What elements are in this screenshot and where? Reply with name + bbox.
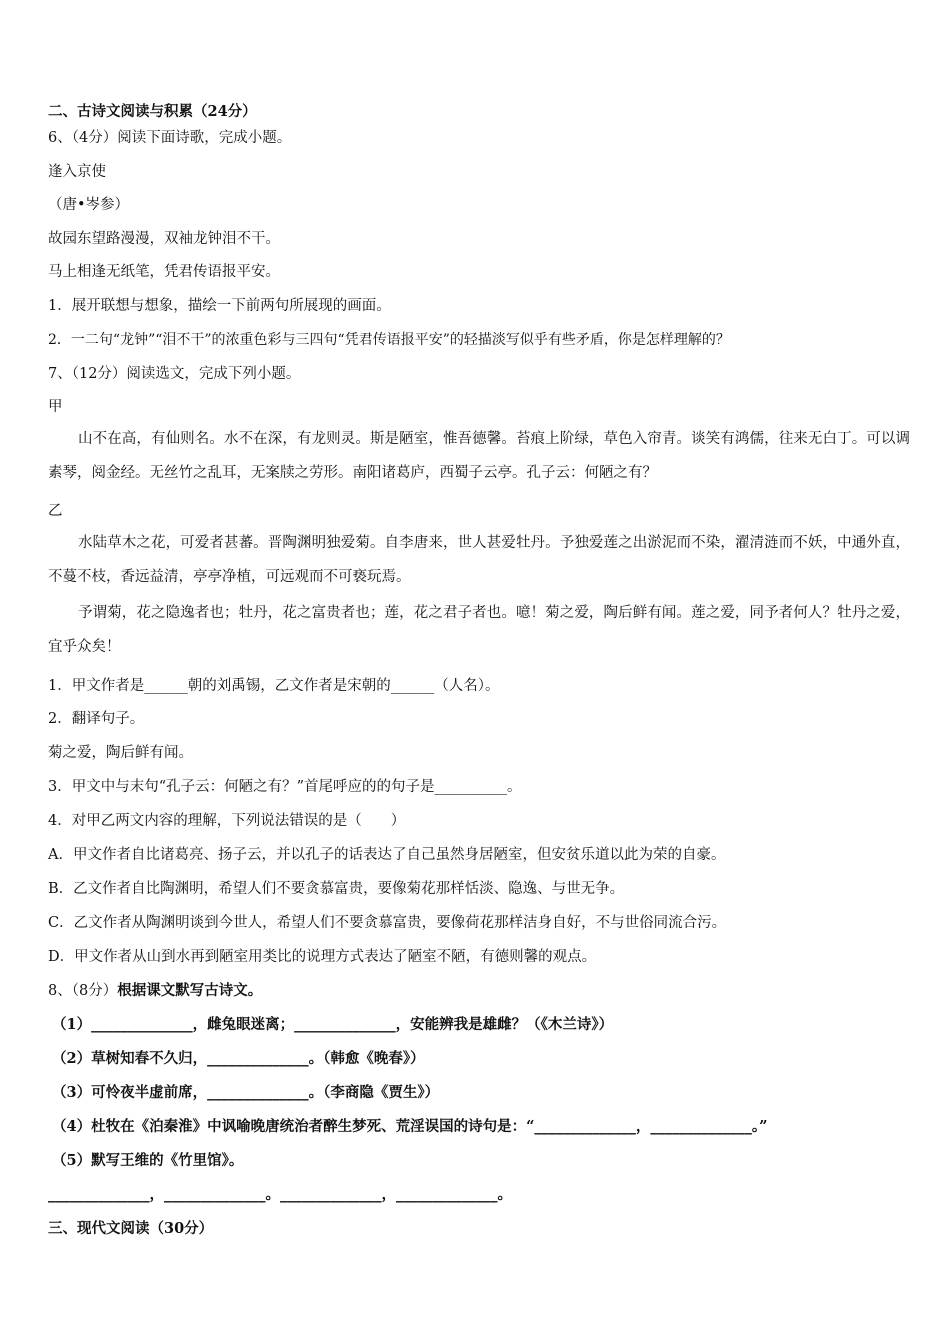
passage-yi-text-1: 水陆草木之花，可爱者甚蕃。晋陶渊明独爱菊。自李唐来，世人甚爱牡丹。予独爱莲之出淤泥而不染，濯清涟而不妖，中通外直，不蔓不枝，香远益清，亭亭净植，可远观而不可亵玩焉。 (48, 535, 910, 585)
question-6-sub-1: 1．展开联想与想象，描绘一下前两句所展现的画面。 (48, 298, 391, 314)
passage-yi-text-2: 予谓菊，花之隐逸者也；牡丹，花之富贵者也；莲，花之君子者也。噫！菊之爱，陶后鲜有闻。莲之爱，同予者何人？牡丹之爱，宜乎众矣！ (48, 605, 910, 655)
question-7-stem: 7、（12分）阅读选文，完成下列小题。 (48, 366, 301, 382)
dictation-item-2: （2）草树知春不久归，______________。（韩愈《晚春》） (52, 1050, 425, 1067)
question-7-sub-4: 4．对甲乙两文内容的理解，下列说法错误的是（ ） (48, 813, 406, 829)
option-b: B．乙文作者自比陶渊明，希望人们不要贪慕富贵，要像菊花那样恬淡、隐逸、与世无争。 (48, 881, 625, 897)
question-6-sub-2: 2．一二句“龙钟”“泪不干”的浓重色彩与三四句“凭君传语报平安”的轻描淡写似乎有些矛盾，你是怎样理解的？ (48, 332, 730, 348)
question-8-stem (48, 981, 910, 1001)
poem-title: 逢入京使 (48, 164, 106, 180)
question-8-score: 8、（8分） (48, 983, 118, 999)
dictation-item-5-blanks: ______________，______________。______________，______________。 (48, 1186, 512, 1203)
question-7-sub-1: 1．甲文作者是______朝的刘禹锡，乙文作者是宋朝的______（人名）。 (48, 678, 500, 694)
dictation-item-3: （3）可怜夜半虚前席，______________。（李商隐《贾生》） (52, 1084, 440, 1101)
section-title: 二、古诗文阅读与积累（24分） (48, 103, 257, 120)
option-a: A．甲文作者自比诸葛亮、扬子云，并以孔子的话表达了自己虽然身居陋室，但安贫乐道以此为荣的自豪。 (48, 847, 726, 863)
poem-author: （唐•岑参） (48, 197, 130, 213)
passage-jia-text: 山不在高，有仙则名。水不在深，有龙则灵。斯是陋室，惟吾德馨。苔痕上阶绿，草色入帘青。谈笑有鸿儒，往来无白丁。可以调素琴，阅金经。无丝竹之乱耳，无案牍之劳形。南阳诸葛庐，西蜀子云亭。孔子云：何陋之有？ (48, 431, 910, 481)
section-title-modern-reading: 三、现代文阅读（30分） (48, 1220, 214, 1237)
dictation-item-4: （4）杜牧在《泊秦淮》中讽喻晚唐统治者醉生梦死、荒淫误国的诗句是：“______________，______________。” (52, 1118, 768, 1135)
question-7-sub-2: 2．翻译句子。 (48, 711, 145, 727)
option-c: C．乙文作者从陶渊明谈到今世人，希望人们不要贪慕富贵，要像荷花那样洁身自好，不与世俗同流合污。 (48, 915, 727, 931)
option-d: D．甲文作者从山到水再到陋室用类比的说理方式表达了陋室不陋，有德则馨的观点。 (48, 949, 597, 965)
dictation-item-1: （1）______________，雌兔眼迷离；______________，安能辨我是雄雌？（《木兰诗》） (52, 1016, 614, 1033)
passage-jia-label: 甲 (48, 399, 63, 415)
poem-line-2: 马上相逢无纸笔，凭君传语报平安。 (48, 264, 280, 280)
dictation-item-5: （5）默写王维的《竹里馆》。 (52, 1152, 244, 1169)
question-7-sub-2-sentence: 菊之爱，陶后鲜有闻。 (48, 745, 193, 761)
passage-yi-label: 乙 (48, 503, 63, 519)
question-8-instruction: 根据课文默写古诗文。 (117, 982, 263, 999)
poem-line-1: 故园东望路漫漫，双袖龙钟泪不干。 (48, 231, 280, 247)
question-7-sub-3: 3．甲文中与末句“孔子云：何陋之有？”首尾呼应的的句子是__________。 (48, 779, 522, 795)
question-6-stem: 6、（4分）阅读下面诗歌，完成小题。 (48, 130, 292, 146)
